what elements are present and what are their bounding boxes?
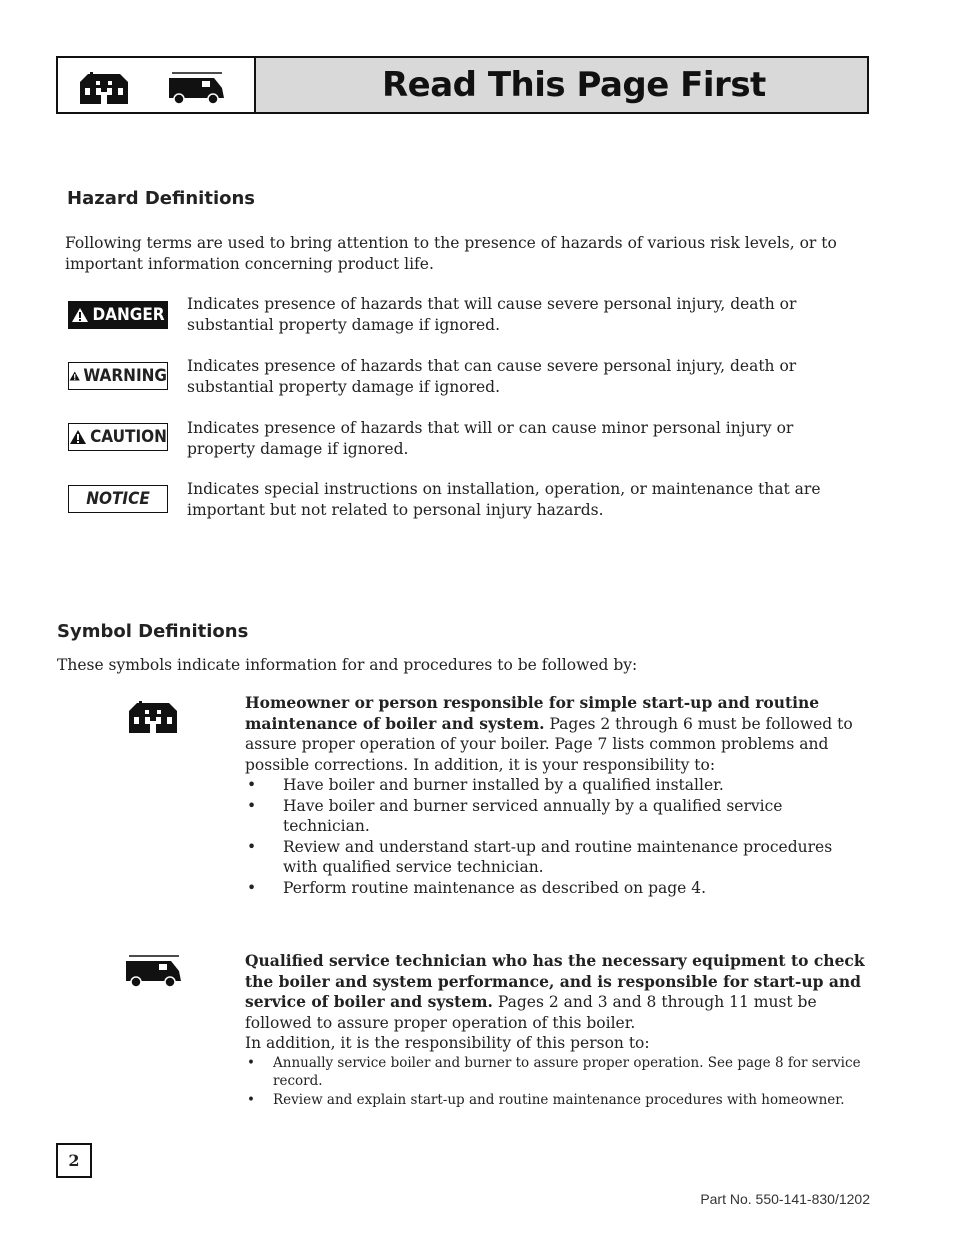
list-item: • Review and explain start-up and routine maintenance procedures with homeowner. [245,1091,870,1110]
caution-badge: CAUTION [68,423,168,451]
warning-badge: WARNING [68,362,168,390]
hazard-intro: Following terms are used to bring attention to the presence of hazards of various risk levels, or to important information concerning product life. [65,234,837,273]
van-icon [166,70,228,106]
technician-section [245,951,870,1109]
danger-text: Indicates presence of hazards that will cause severe personal injury, death or substantial property damage if ignored. [187,295,797,334]
header-icons [58,58,256,112]
house-icon [76,72,132,106]
list-item: • Have boiler and burner serviced annually by a qualified service technician. [245,796,870,837]
warning-text: Indicates presence of hazards that can cause severe personal injury, death or substantial property damage if ignored. [187,357,797,396]
notice-badge: NOTICE [68,485,168,513]
homeowner-text: Pages 2 through 6 must be followed to assure proper operation of your boiler. Page 7 lists common problems and possible corrections. In addition, it is your responsibility to: [245,714,853,774]
technician-bold: Qualified service technician who has the necessary equipment to check the boiler and system performance, and is responsible for start-up and service of boiler and system. [245,951,865,1011]
notice-text: Indicates special instructions on installation, operation, or maintenance that are important but not related to personal injury hazards. [187,480,821,519]
van-icon [123,953,185,989]
warning-triangle-icon [69,368,80,384]
page-header [56,56,869,114]
house-icon [125,701,181,735]
page-number: 2 [56,1143,92,1178]
part-number: Part No. 550-141-830/1202 [700,1191,870,1207]
technician-list [245,1054,870,1110]
caution-text: Indicates presence of hazards that will or can cause minor personal injury or property damage if ignored. [187,419,794,458]
page-title: Read This Page First [256,58,867,112]
danger-badge: DANGER [68,301,168,329]
list-item: • Review and understand start-up and routine maintenance procedures with qualified service technician. [245,837,870,878]
technician-text: Pages 2 and 3 and 8 through 11 must be followed to assure proper operation of this boiler. [245,993,817,1032]
homeowner-list [245,775,870,898]
symbol-intro: These symbols indicate information for and procedures to be followed by: [57,656,638,674]
homeowner-bold: Homeowner or person responsible for simple start-up and routine maintenance of boiler and system. [245,693,820,733]
list-item: • Perform routine maintenance as described on page 4. [245,878,870,899]
hazard-heading: Hazard Definitions [67,188,256,209]
list-item: • Have boiler and burner installed by a qualified installer. [245,775,870,796]
symbol-heading: Symbol Definitions [57,621,249,642]
warning-triangle-icon [69,429,87,445]
warning-triangle-icon [71,307,89,323]
homeowner-section [245,693,870,898]
technician-text-2: In addition, it is the responsibility of this person to: [245,1034,650,1052]
list-item: • Annually service boiler and burner to assure proper operation. See page 8 for service record. [245,1054,870,1091]
